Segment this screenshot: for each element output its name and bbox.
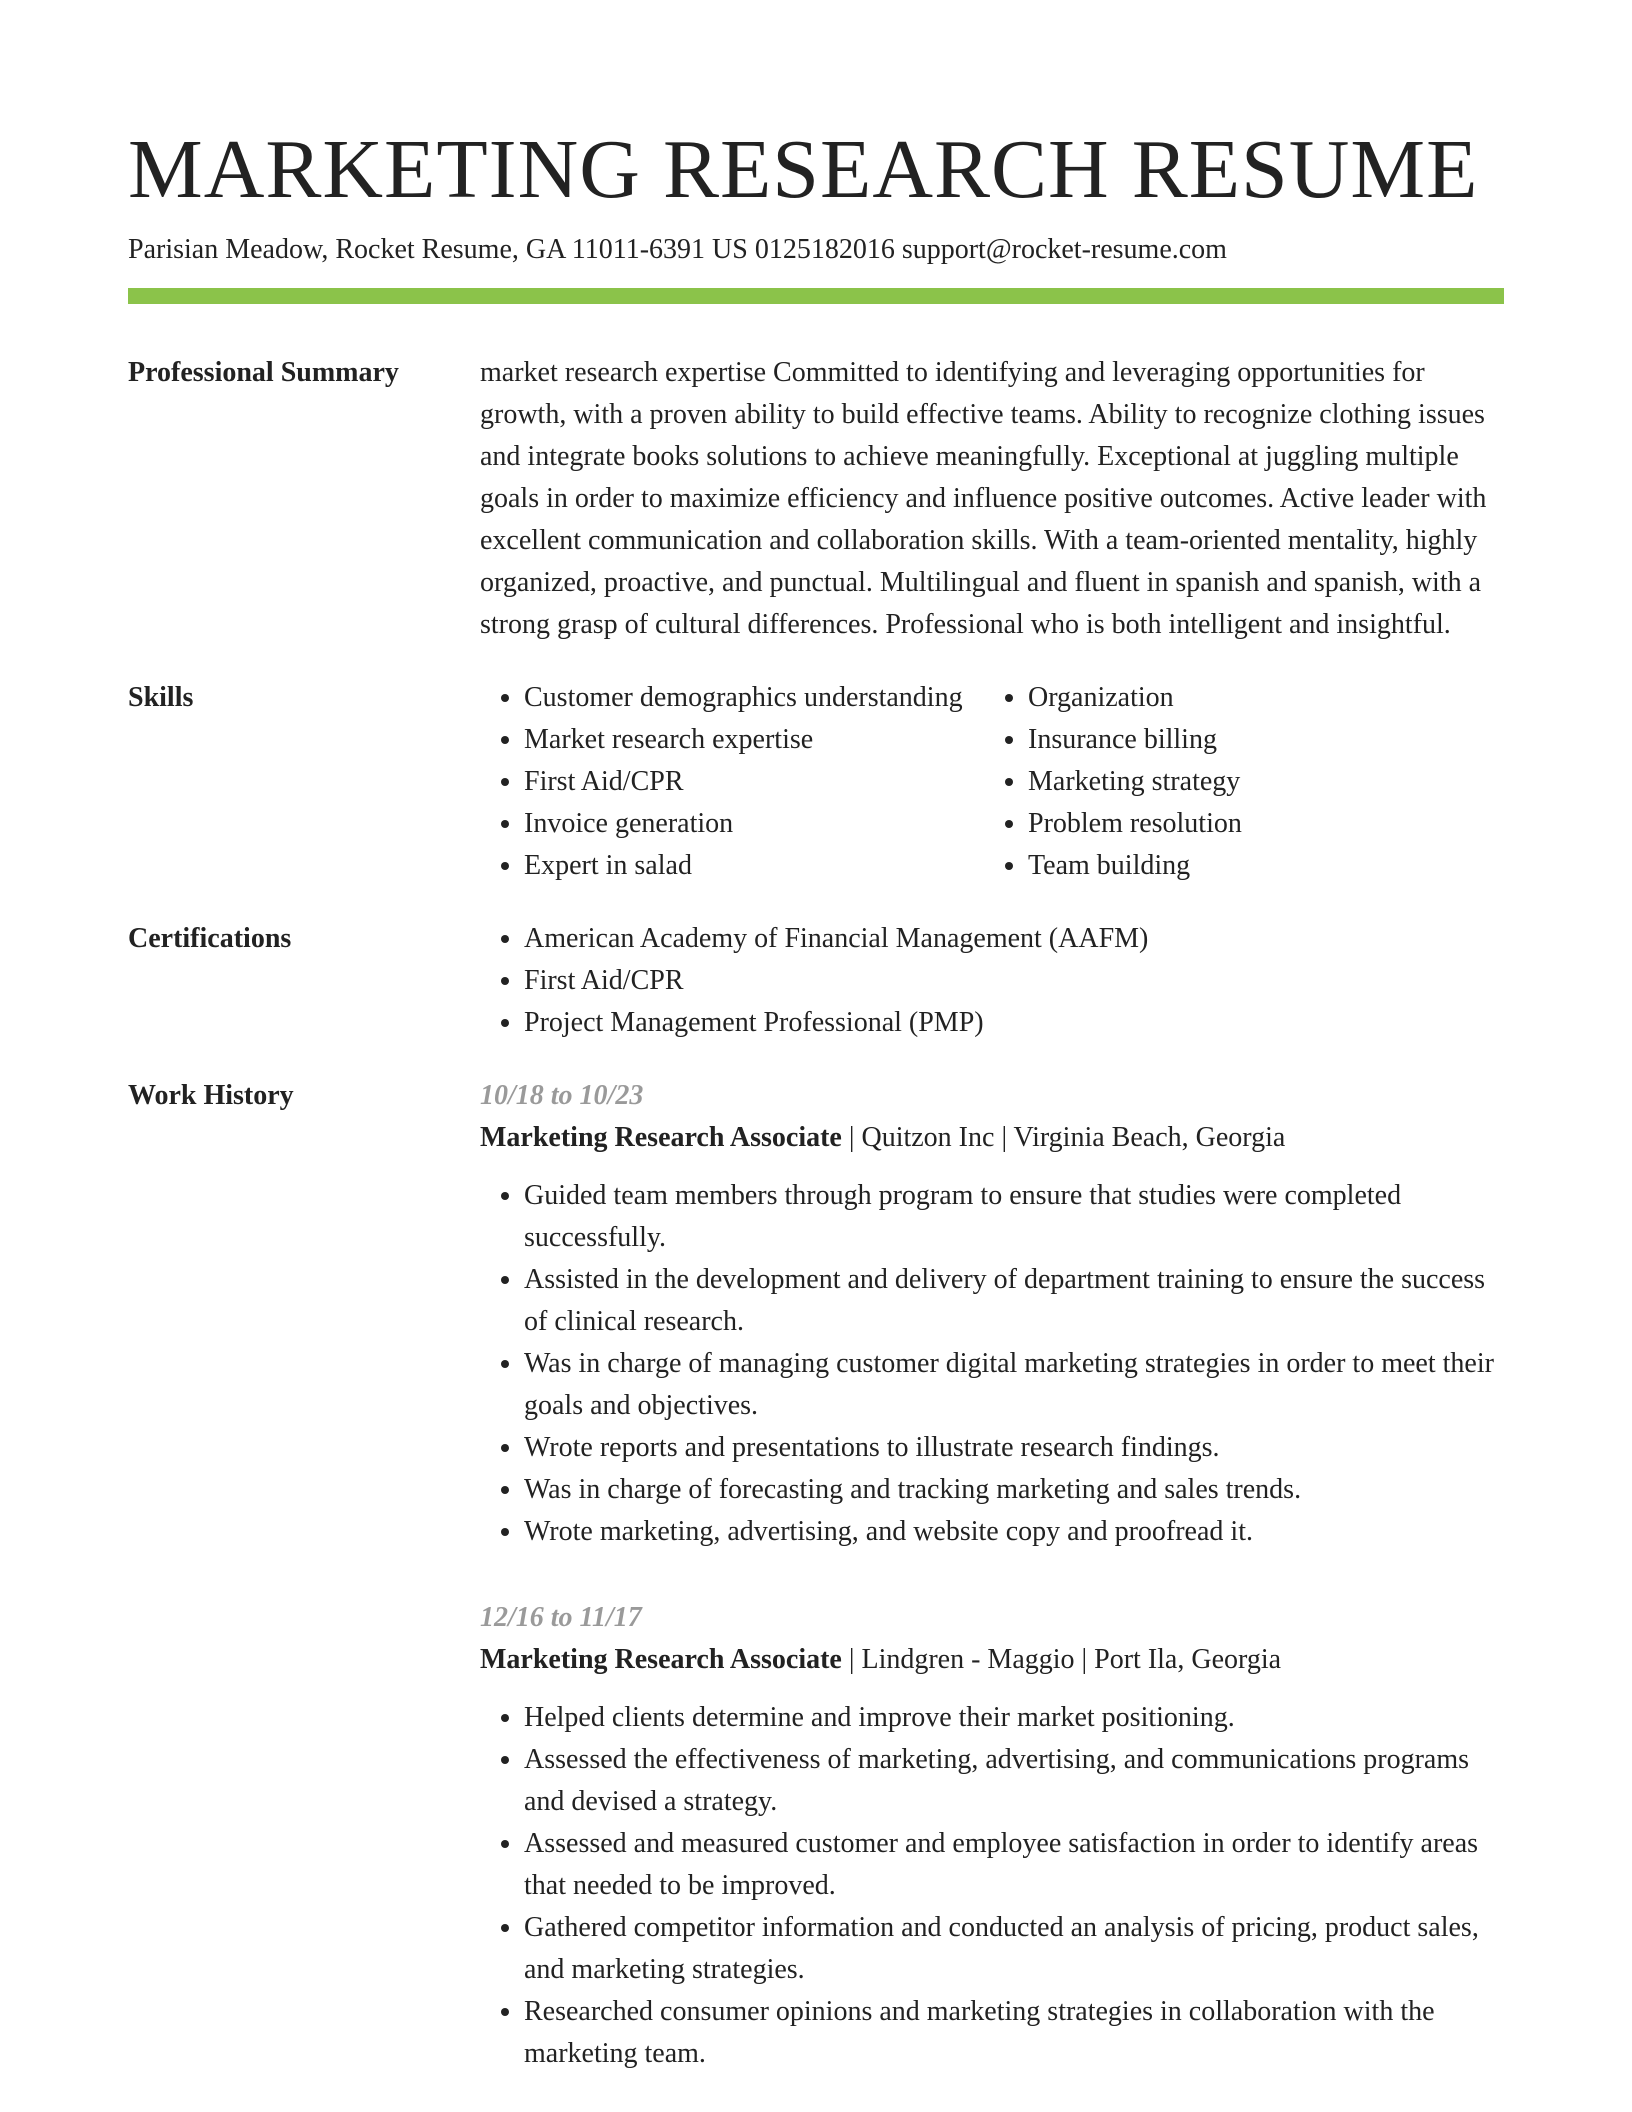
skill-item: • Customer demographics understanding [524, 677, 984, 719]
job-heading [480, 1117, 1504, 1159]
job-bullet: • Wrote marketing, advertising, and website copy and proofread it. [524, 1511, 1504, 1553]
skills-list-1 [480, 677, 984, 887]
job-heading [480, 1639, 1504, 1681]
work-history-section [128, 1075, 1504, 2075]
job-bullet: • Helped clients determine and improve their market positioning. [524, 1697, 1504, 1739]
summary-body [480, 352, 1504, 646]
skill-item: • Organization [1028, 677, 1504, 719]
job-bullet: • Assisted in the development and delivery of department training to ensure the success of clinical research. [524, 1259, 1504, 1343]
job-bullet: • Was in charge of managing customer digital marketing strategies in order to meet their goals and objectives. [524, 1343, 1504, 1427]
skill-item: • Invoice generation [524, 803, 984, 845]
certifications-list [480, 918, 1504, 1044]
job-bullet: • Was in charge of forecasting and tracking marketing and sales trends. [524, 1469, 1504, 1511]
job-location: Port Ila, Georgia [1094, 1644, 1282, 1675]
skills-column-2 [984, 677, 1504, 887]
skills-list-2 [984, 677, 1504, 887]
skill-item: • Insurance billing [1028, 719, 1504, 761]
contact-phone: 0125182016 [754, 234, 895, 265]
skills-body [480, 677, 1504, 887]
job-bullet: • Assessed the effectiveness of marketing, advertising, and communications programs and devised a strategy. [524, 1739, 1504, 1823]
skill-item: • Marketing strategy [1028, 761, 1504, 803]
skills-heading: Skills [128, 682, 194, 713]
job-title: Marketing Research Associate [480, 1122, 842, 1153]
job-bullet: • Assessed and measured customer and employee satisfaction in order to identify areas that needed to be improved. [524, 1823, 1504, 1907]
job-bullet: • Researched consumer opinions and marketing strategies in collaboration with the marketing team. [524, 1991, 1504, 2075]
summary-text: market research expertise Committed to identifying and leveraging opportunities for growth, with a proven ability to build effective teams. Ability to recognize clothing issues and integrate books solutions to achieve meaningfully. Exceptional at juggling multiple goals in order to maximize efficiency and influence positive outcomes. Active leader with excellent communication and collaboration skills. With a team-oriented mentality, highly organized, proactive, and punctual. Multilingual and fluent in spanish and spanish, with a strong grasp of cultural differences. Professional who is both intelligent and insightful. [480, 357, 1487, 640]
summary-section [128, 352, 1504, 646]
header-divider [128, 288, 1504, 304]
certifications-body [480, 918, 1504, 1044]
certification-item: • Project Management Professional (PMP) [524, 1002, 1504, 1044]
job-title: Marketing Research Associate [480, 1644, 842, 1675]
certification-item: • First Aid/CPR [524, 960, 1504, 1002]
resume-page [128, 0, 1504, 2075]
skill-item: • Expert in salad [524, 845, 984, 887]
job-company: Quitzon Inc [861, 1122, 995, 1153]
job-bullet: • Gathered competitor information and conducted an analysis of pricing, product sales, and marketing strategies. [524, 1907, 1504, 1991]
job-company: Lindgren - Maggio [861, 1644, 1075, 1675]
job-separator: | [841, 1644, 862, 1675]
job-dates: 12/16 to 11/17 [480, 1602, 642, 1633]
work-history-body [480, 1075, 1504, 2075]
skill-item: • Team building [1028, 845, 1504, 887]
contact-line [128, 232, 1504, 268]
resume-title: MARKETING RESEARCH RESUME [128, 123, 1479, 216]
skill-item: • First Aid/CPR [524, 761, 984, 803]
work-history-heading: Work History [128, 1080, 294, 1111]
job-location: Virginia Beach, Georgia [1013, 1122, 1286, 1153]
contact-email: support@rocket-resume.com [901, 234, 1227, 265]
job-dates: 10/18 to 10/23 [480, 1080, 644, 1111]
certifications-heading: Certifications [128, 923, 292, 954]
job-bullet: • Guided team members through program to ensure that studies were completed successfully. [524, 1175, 1504, 1259]
job-entry [480, 1597, 1504, 2075]
job-entry [480, 1075, 1504, 1553]
job-separator: | [994, 1122, 1014, 1153]
contact-address: Parisian Meadow, Rocket Resume, GA 11011-6391 US [128, 234, 748, 265]
certifications-section [128, 918, 1504, 1044]
job-separator: | [1074, 1644, 1095, 1675]
job-bullet: • Wrote reports and presentations to illustrate research findings. [524, 1427, 1504, 1469]
skill-item: • Problem resolution [1028, 803, 1504, 845]
skill-item: • Market research expertise [524, 719, 984, 761]
job-bullets [480, 1175, 1504, 1553]
summary-heading: Professional Summary [128, 357, 399, 388]
job-separator: | [841, 1122, 862, 1153]
job-bullets [480, 1697, 1504, 2075]
skills-section [128, 677, 1504, 887]
skills-column-1 [480, 677, 984, 887]
certification-item: • American Academy of Financial Management (AAFM) [524, 918, 1504, 960]
